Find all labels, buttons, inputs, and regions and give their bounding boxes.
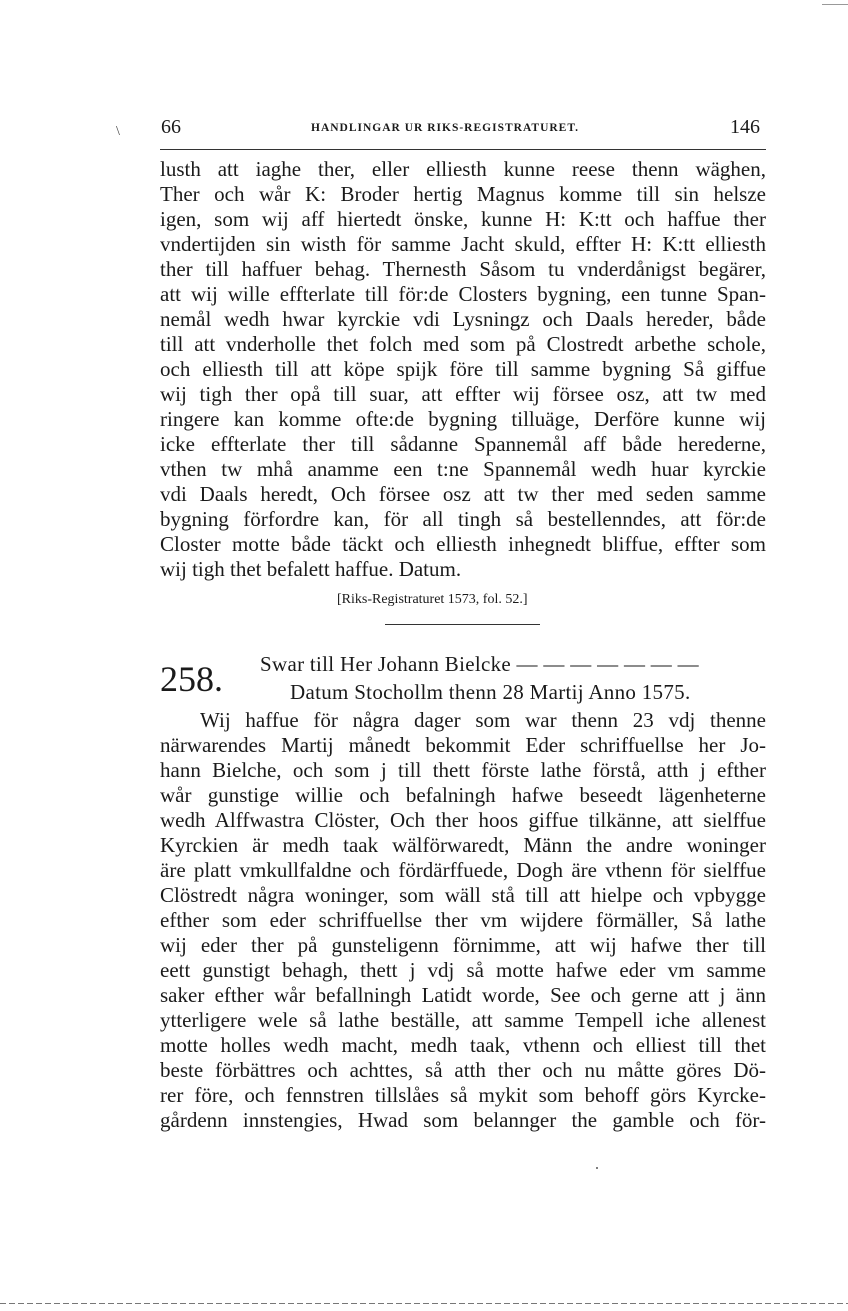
text-line: icke effterlate ther till sådanne Spannemål aff både herederne,: [160, 432, 766, 456]
text-line: efther som eder schriffuellse ther vm wijdere förmäller, Så lathe: [160, 908, 766, 932]
document-number: 258.: [160, 659, 223, 699]
text-line: vndertijden sin wisth för samme Jacht skuld, effter H: K:tt elliesth: [160, 232, 766, 256]
bottom-edge-rule: [0, 1303, 848, 1304]
text-line: att wij wille effterlate till för:de Closters bygning, een tunne Span-: [160, 282, 766, 306]
top-edge-rule: [822, 4, 848, 5]
text-line: och elliesth till att köpe spijk före till samme bygning Så giffue: [160, 357, 766, 381]
text-line: Wij haffue för några dager som war thenn 23 vdj thenne: [200, 708, 766, 732]
page-number-left: 66: [161, 116, 181, 138]
text-line: rer före, och fennstren tillslåes så mykit som behoff görs Kyrcke-: [160, 1083, 766, 1107]
running-title: HANDLINGAR UR RIKS-REGISTRATURET.: [311, 122, 580, 134]
text-line: beste förbättres och achttes, så atth ther och nu måtte göres Dö-: [160, 1058, 766, 1082]
text-line: ytterligere wele så lathe beställe, att samme Tempell iche allenest: [160, 1008, 766, 1032]
page-number-right: 146: [730, 116, 760, 138]
text-line: gårdenn innstengies, Hwad som belannger the gamble och för-: [160, 1108, 766, 1132]
text-line: vthen tw mhå anamme een t:ne Spannemål wedh huar kyrckie: [160, 457, 766, 481]
text-line: bygning förfordre kan, för all tingh så bestellenndes, att för:de: [160, 507, 766, 531]
text-line: nemål wedh hwar kyrckie vdi Lysningz och Daals hereder, både: [160, 307, 766, 331]
text-line: wij tigh thet befalett haffue. Datum.: [160, 557, 462, 581]
section-separator: [385, 624, 540, 625]
text-line: Ther och wår K: Broder hertig Magnus komme till sin helsze: [160, 182, 766, 206]
text-line: Clöstredt några woninger, som wäll stå till att hielpe och vpbygge: [160, 883, 766, 907]
text-line: äre platt vmkullfaldne och fördärffuede, Dogh äre vthenn för sielffue: [160, 858, 766, 882]
text-line: till att vnderholle thet folch med som på Clostredt arbethe schole,: [160, 332, 766, 356]
text-line: Kyrckien är medh taak wälförwaredt, Männ the andre woninger: [160, 833, 766, 857]
text-line: hann Bielche, och som j till thett förste lathe förstå, atth j efther: [160, 758, 766, 782]
ink-speck: [596, 1167, 598, 1169]
text-line: eett gunstigt behagh, thett j vdj så motte hafwe eder vm samme: [160, 958, 766, 982]
header-mark: \: [116, 124, 120, 139]
text-line: motte holles wedh macht, medh taak, vthenn och elliest till thet: [160, 1033, 766, 1057]
document-date: Datum Stochollm thenn 28 Martij Anno 1575.: [290, 680, 691, 704]
document-title: Swar till Her Johann Bielcke — — — — — — —: [260, 652, 699, 676]
text-line: ther till haffuer behag. Thernesth Såsom tu vnderdånigst begärer,: [160, 257, 766, 281]
text-line: närwarendes Martij månedt bekommit Eder schriffuellse her Jo-: [160, 733, 766, 757]
text-line: wij eder ther på gunsteligenn förnimme, att wij hafwe ther till: [160, 933, 766, 957]
text-line: wij tigh ther opå till suar, att effter wij försee osz, att tw med: [160, 382, 766, 406]
source-citation: [Riks-Registraturet 1573, fol. 52.]: [337, 592, 528, 607]
header-rule: [160, 149, 766, 150]
text-line: saker efther wår befallningh Latidt worde, See och gerne att j änn: [160, 983, 766, 1007]
text-line: lusth att iaghe ther, eller elliesth kunne reese thenn wäghen,: [160, 157, 766, 181]
text-line: ringere kan komme ofte:de bygning tilluäge, Derföre kunne wij: [160, 407, 766, 431]
text-line: wedh Alffwastra Clöster, Och ther hoos giffue tilkänne, att sielffue: [160, 808, 766, 832]
text-line: vdi Daals heredt, Och försee osz att tw ther med seden samme: [160, 482, 766, 506]
text-line: Closter motte både täckt och elliesth inhegnedt bliffue, effter som: [160, 532, 766, 556]
text-line: wår gunstige willie och befalningh hafwe beseedt lägenheterne: [160, 783, 766, 807]
text-line: igen, som wij aff hiertedt önske, kunne H: K:tt och haffue ther: [160, 207, 766, 231]
